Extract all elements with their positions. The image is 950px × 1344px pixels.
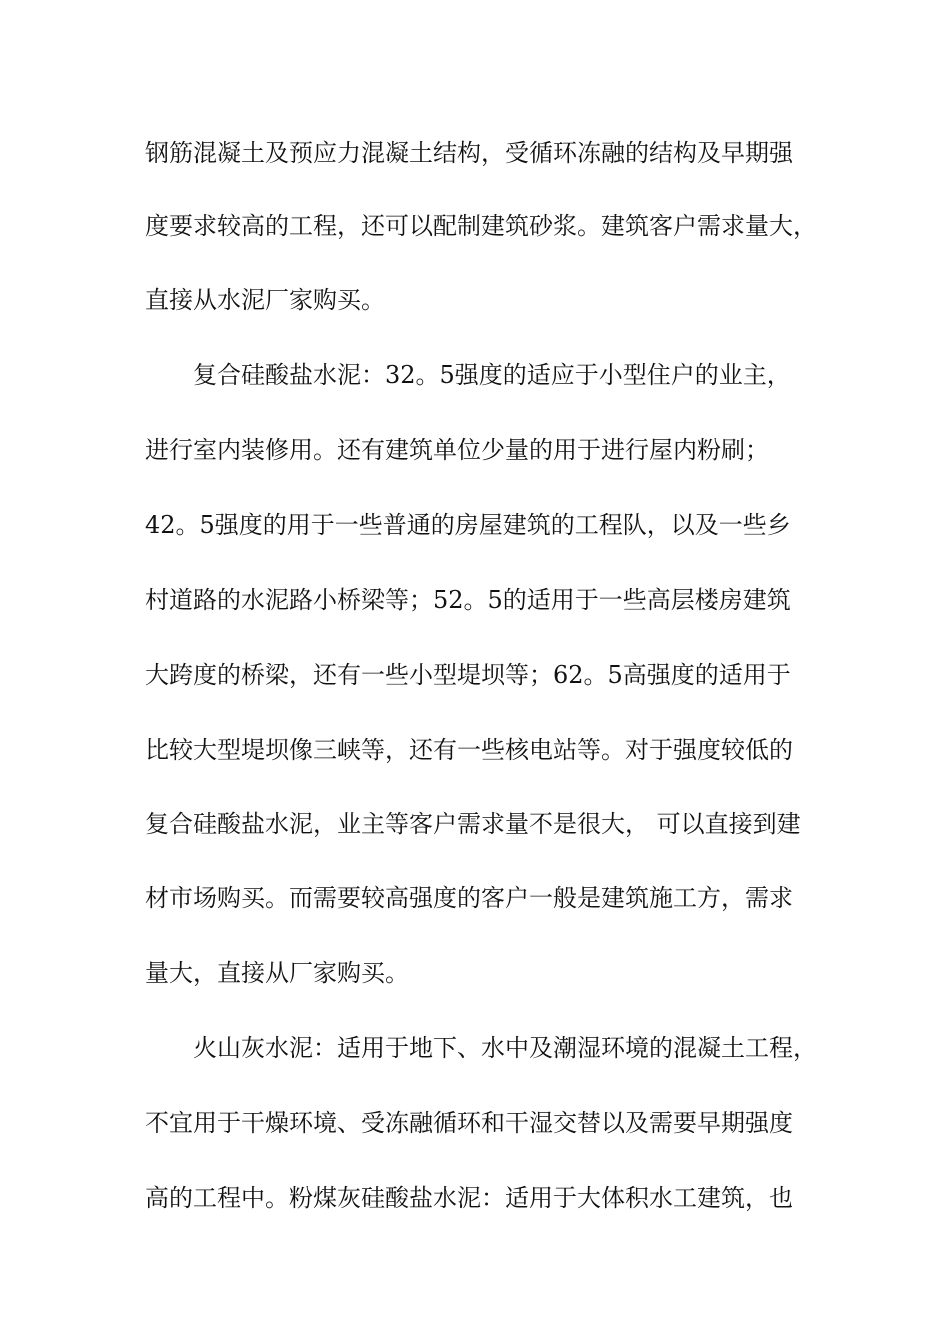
text-line: 量大，直接从厂家购买。 [145,959,409,987]
paragraph-start-line: 复合硅酸盐水泥：32。5强度的适应于小型住户的业主， [193,361,791,389]
text-line: 不宜用于干燥环境、受冻融循环和干湿交替以及需要早期强度 [145,1109,793,1137]
text-line: 钢筋混凝土及预应力混凝土结构，受循环冻融的结构及早期强 [145,139,793,167]
text-line: 比较大型堤坝像三峡等，还有一些核电站等。对于强度较低的 [145,736,793,764]
text-line: 度要求较高的工程，还可以配制建筑砂浆。建筑客户需求量大， [145,212,817,240]
text-line: 材市场购买。而需要较高强度的客户一般是建筑施工方，需求 [145,884,793,912]
text-line: 42。5强度的用于一些普通的房屋建筑的工程队，以及一些乡 [145,511,791,539]
text-line: 村道路的水泥路小桥梁等；52。5的适用于一些高层楼房建筑 [145,586,791,614]
text-line: 直接从水泥厂家购买。 [145,286,385,314]
text-line: 复合硅酸盐水泥，业主等客户需求量不是很大， 可以直接到建 [145,810,801,838]
text-line: 大跨度的桥梁，还有一些小型堤坝等；62。5高强度的适用于 [145,661,791,689]
text-line: 进行室内装修用。还有建筑单位少量的用于进行屋内粉刷； [145,436,769,464]
paragraph-start-line: 火山灰水泥：适用于地下、水中及潮湿环境的混凝土工程， [193,1034,817,1062]
text-line: 高的工程中。粉煤灰硅酸盐水泥：适用于大体积水工建筑，也 [145,1184,793,1212]
